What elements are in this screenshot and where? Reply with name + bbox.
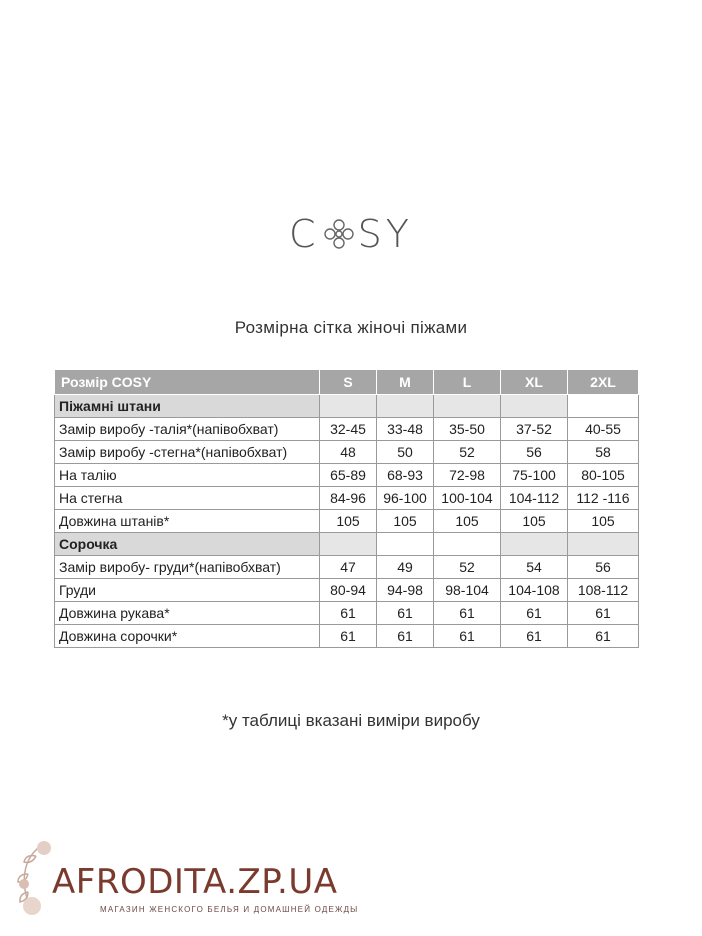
- cell-value: 52: [434, 556, 501, 579]
- flower-logo-icon: [322, 217, 356, 251]
- section-blank-cell: [434, 395, 501, 418]
- cell-value: 96-100: [377, 487, 434, 510]
- cell-value: 104-112: [501, 487, 568, 510]
- cell-value: 100-104: [434, 487, 501, 510]
- cell-value: 58: [568, 441, 639, 464]
- cell-value: 65-89: [320, 464, 377, 487]
- page-subtitle: Розмірна сітка жіночі піжами: [234, 318, 468, 337]
- row-label: На талію: [55, 464, 320, 487]
- cell-value: 75-100: [501, 464, 568, 487]
- table-row: [55, 487, 639, 510]
- section-blank-cell: [501, 533, 568, 556]
- cell-value: 61: [568, 625, 639, 648]
- cell-value: 61: [501, 625, 568, 648]
- cell-value: 61: [434, 602, 501, 625]
- cell-value: 61: [501, 602, 568, 625]
- cell-value: 105: [320, 510, 377, 533]
- row-label: Замір виробу -стегна*(напівобхват): [55, 441, 320, 464]
- cell-value: 35-50: [434, 418, 501, 441]
- size-table: [54, 369, 639, 648]
- row-label: Довжина рукава*: [55, 602, 320, 625]
- section-blank-cell: [377, 533, 434, 556]
- cell-value: 84-96: [320, 487, 377, 510]
- cell-value: 33-48: [377, 418, 434, 441]
- logo-text-left: C: [289, 212, 320, 256]
- table-row: [55, 556, 639, 579]
- cell-value: 61: [434, 625, 501, 648]
- header-cell-2xl: 2XL: [568, 370, 639, 395]
- cell-value: 40-55: [568, 418, 639, 441]
- cell-value: 98-104: [434, 579, 501, 602]
- section-blank-cell: [568, 395, 639, 418]
- brand-name: AFRODITA.ZP.UA: [52, 862, 338, 902]
- table-header-row: [55, 370, 639, 395]
- header-cell-l: L: [434, 370, 501, 395]
- section-blank-cell: [377, 395, 434, 418]
- table-row: [55, 579, 639, 602]
- cell-value: 47: [320, 556, 377, 579]
- cell-value: 61: [377, 625, 434, 648]
- cell-value: 61: [377, 602, 434, 625]
- cell-value: 37-52: [501, 418, 568, 441]
- cell-value: 112 -116: [568, 487, 639, 510]
- cell-value: 72-98: [434, 464, 501, 487]
- section-row-pants: [55, 395, 639, 418]
- brand-watermark: [14, 836, 374, 926]
- row-label: Довжина сорочки*: [55, 625, 320, 648]
- row-label: Груди: [55, 579, 320, 602]
- cell-value: 80-94: [320, 579, 377, 602]
- brand-tagline: МАГАЗИН ЖЕНСКОГО БЕЛЬЯ И ДОМАШНЕЙ ОДЕЖДЫ: [100, 905, 359, 914]
- cell-value: 105: [434, 510, 501, 533]
- section-row-shirt: [55, 533, 639, 556]
- cell-value: 48: [320, 441, 377, 464]
- header-cell-xl: XL: [501, 370, 568, 395]
- table-row: [55, 625, 639, 648]
- cell-value: 49: [377, 556, 434, 579]
- header-cell-s: S: [320, 370, 377, 395]
- cell-value: 56: [568, 556, 639, 579]
- cell-value: 54: [501, 556, 568, 579]
- section-blank-cell: [568, 533, 639, 556]
- section-title: Піжамні штани: [55, 395, 320, 418]
- table-row: [55, 602, 639, 625]
- section-blank-cell: [434, 533, 501, 556]
- cell-value: 56: [501, 441, 568, 464]
- header-cell-m: M: [377, 370, 434, 395]
- cell-value: 61: [320, 602, 377, 625]
- cell-value: 94-98: [377, 579, 434, 602]
- cosy-logo: [0, 212, 702, 256]
- cell-value: 68-93: [377, 464, 434, 487]
- section-blank-cell: [320, 395, 377, 418]
- cell-value: 105: [377, 510, 434, 533]
- header-cell-size: Розмір COSY: [55, 370, 320, 395]
- cell-value: 50: [377, 441, 434, 464]
- section-blank-cell: [320, 533, 377, 556]
- cell-value: 61: [320, 625, 377, 648]
- logo-text-right: SY: [357, 212, 413, 256]
- cell-value: 105: [501, 510, 568, 533]
- cell-value: 105: [568, 510, 639, 533]
- table-row: [55, 464, 639, 487]
- cell-value: 80-105: [568, 464, 639, 487]
- cell-value: 108-112: [568, 579, 639, 602]
- row-label: На стегна: [55, 487, 320, 510]
- cell-value: 32-45: [320, 418, 377, 441]
- section-blank-cell: [501, 395, 568, 418]
- row-label: Замір виробу- груди*(напівобхват): [55, 556, 320, 579]
- table-row: [55, 418, 639, 441]
- table-row: [55, 510, 639, 533]
- row-label: Замір виробу -талія*(напівобхват): [55, 418, 320, 441]
- footnote: *у таблиці вказані виміри виробу: [222, 711, 480, 730]
- table-row: [55, 441, 639, 464]
- cell-value: 61: [568, 602, 639, 625]
- cell-value: 104-108: [501, 579, 568, 602]
- cell-value: 52: [434, 441, 501, 464]
- section-title: Сорочка: [55, 533, 320, 556]
- row-label: Довжина штанів*: [55, 510, 320, 533]
